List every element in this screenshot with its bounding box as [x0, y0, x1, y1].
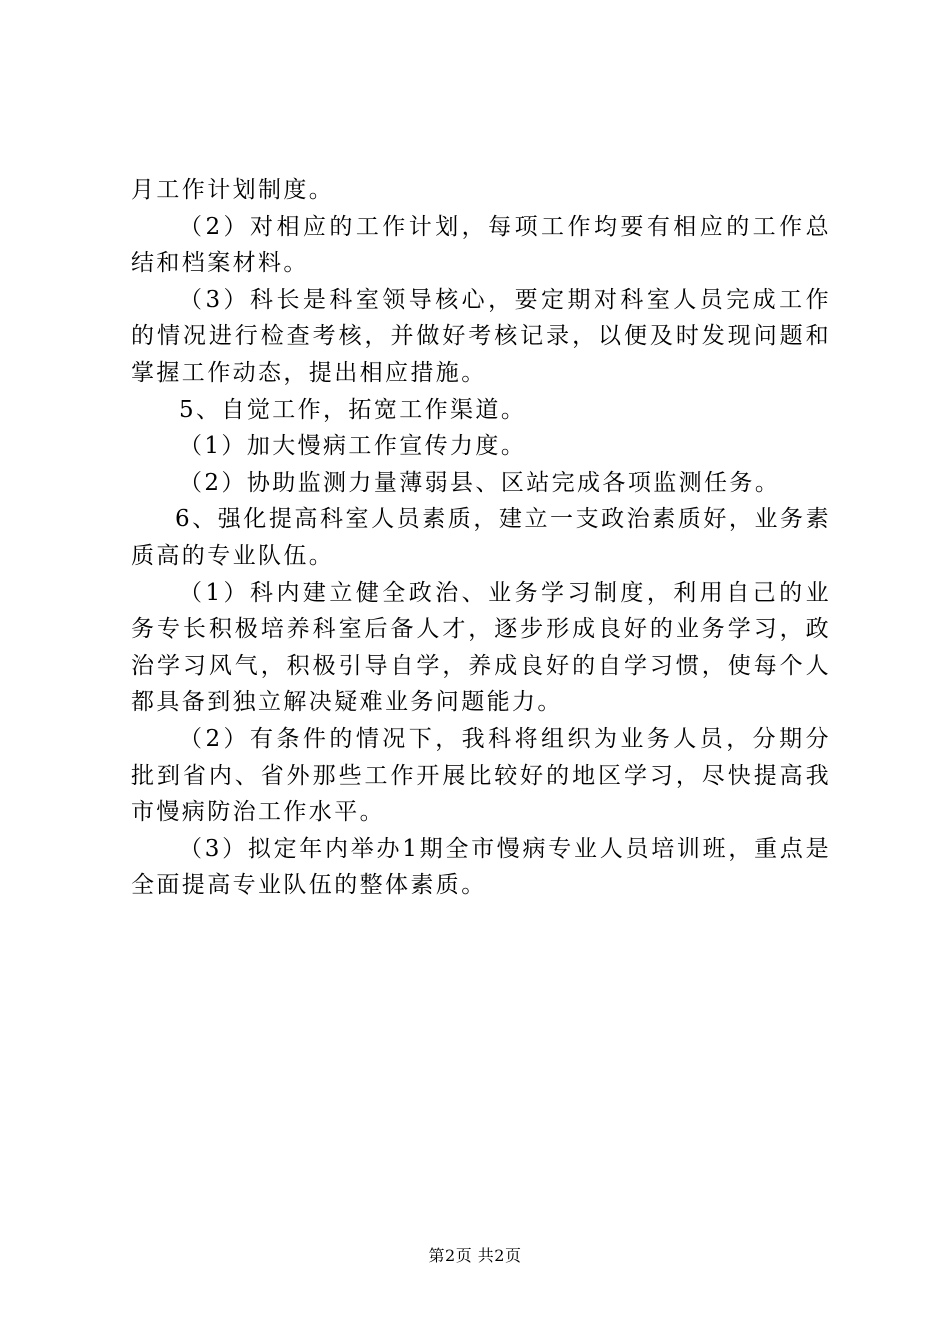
- paragraph-item-4-2: （2）对相应的工作计划，每项工作均要有相应的工作总结和档案材料。: [131, 213, 831, 277]
- paragraph-item-5-2: （2）协助监测力量薄弱县、区站完成各项监测任务。: [179, 469, 781, 496]
- paragraph-item-4-3: （3）科长是科室领导核心，要定期对科室人员完成工作的情况进行检查考核，并做好考核记录，以便及时发现问题和掌握工作动态，提出相应措施。: [131, 286, 831, 386]
- document-body: [131, 172, 831, 904]
- section-heading-6: 6、强化提高科室人员素质，建立一支政治素质好，业务素质高的专业队伍。: [131, 506, 831, 569]
- paragraph-item-5-1: （1）加大慢病工作宣传力度。: [179, 433, 527, 460]
- paragraph-continuation: 月工作计划制度。: [131, 177, 335, 203]
- page-footer: 第2页 共2页: [428, 1246, 522, 1265]
- paragraph-item-6-3: （3）拟定年内举办1期全市慢病专业人员培训班，重点是全面提高专业队伍的整体素质。: [131, 835, 831, 899]
- paragraph-item-6-1: （1）科内建立健全政治、业务学习制度，利用自己的业务专长积极培养科室后备人才，逐步形成良好的业务学习，政治学习风气，积极引导自学，养成良好的自学习惯，使每个人都具备到独立解决疑难业务问题能力。: [131, 579, 831, 716]
- section-heading-5: 5、自觉工作，拓宽工作渠道。: [179, 396, 527, 423]
- paragraph-item-6-2: （2）有条件的情况下，我科将组织为业务人员，分期分批到省内、省外那些工作开展比较好的地区学习，尽快提高我市慢病防治工作水平。: [131, 725, 831, 826]
